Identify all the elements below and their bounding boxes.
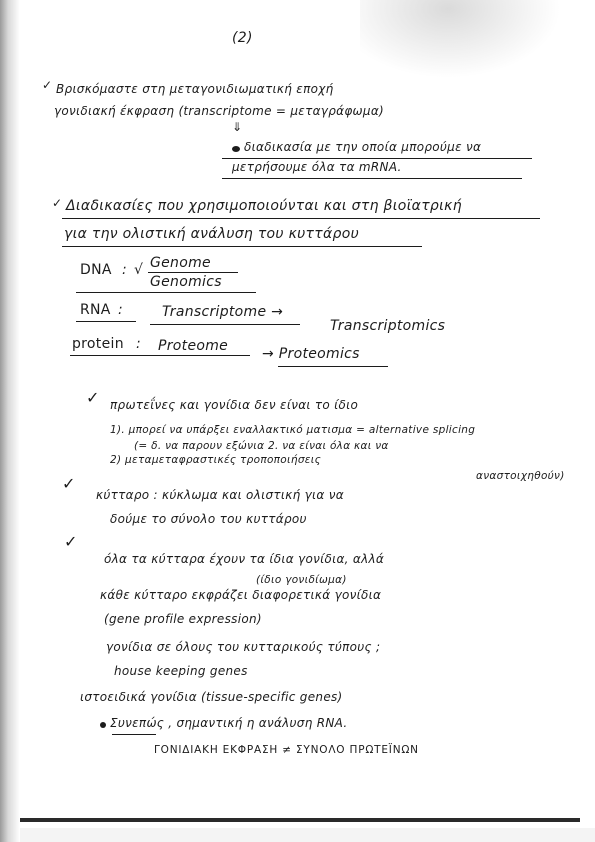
section5-line1: όλα τα κύτταρα έχουν τα ίδια γονίδια, αλλά	[104, 552, 385, 566]
check-mark-icon: ✓	[62, 474, 76, 493]
omics-protein-term: Proteome	[158, 338, 229, 354]
section5-line6: ιστοειδικά γονίδια (tissue-specific genes)	[80, 690, 343, 704]
section3-line1: πρωτεΐνες και γονίδια δεν είναι το ίδιο	[110, 398, 359, 412]
check-mark-icon: ✓	[86, 388, 100, 407]
omics-dna-label: DNA	[80, 262, 112, 278]
underline	[222, 158, 532, 159]
underline	[150, 324, 300, 325]
scan-bottom-edge	[20, 828, 595, 842]
section5-line2: κάθε κύτταρο εκφράζει διαφορετικά γονίδια	[100, 588, 382, 602]
underline	[278, 366, 388, 367]
section2-line1: Διαδικασίες που χρησιμοποιούνται και στη βιοϊατρική	[66, 198, 462, 214]
section2-line2: για την ολιστική ανάλυση του κυττάρου	[64, 226, 359, 242]
section1-line3: διαδικασία με την οποία μπορούμε να	[244, 140, 482, 154]
section5-line3: (gene profile expression)	[104, 612, 262, 626]
section3-item2: 2) μεταμεταφραστικές τροποποιήσεις	[110, 454, 322, 466]
section1-line4: μετρήσουμε όλα τα mRNA.	[232, 160, 402, 174]
check-mark-icon: ✓	[52, 196, 63, 210]
omics-rna-sep: :	[118, 302, 124, 318]
scan-speckle	[360, 0, 580, 90]
section1-line2: γονιδιακή έκφραση (transcriptome = μεταγράφωμα)	[54, 104, 385, 118]
section5-line8: ΓΟΝΙΔΙΑΚΗ ΕΚΦΡΑΣΗ ≠ ΣΥΝΟΛΟ ΠΡΩΤΕΪΝΩΝ	[154, 744, 419, 756]
omics-dna-term: Genome	[150, 255, 211, 271]
section5-line7: Συνεπώς , σημαντική η ανάλυση RNA.	[110, 716, 348, 730]
bullet-icon	[232, 146, 240, 152]
section3-item1c: αναστοιχηθούν)	[476, 470, 565, 482]
section4-line1: κύτταρο : κύκλωμα και ολιστική για να	[96, 488, 344, 502]
underline	[222, 178, 522, 179]
section3-item1b: (= δ. να παρουν εξώνια 2. να είναι όλα και να	[134, 440, 389, 452]
section3-item1: 1). μπορεί να υπάρξει εναλλακτικό ματισμα = alternative splicing	[110, 424, 476, 436]
omics-protein-label: protein	[72, 336, 124, 352]
underline	[148, 272, 238, 273]
underline	[76, 321, 136, 322]
scanned-notes-page: (2) ✓ Βρισκόμαστε στη μεταγονιδιωματική εποχή γονιδιακή έκφραση (transcriptome = μεταγράφωμα) ⇓ διαδικασία με την οποία μπορούμε να μετρήσουμε όλα τα mRNA. ✓ Διαδικασίες που χρησιμοποιούνται και στη βιοϊατρική για την ολιστική ανάλυση του κυττάρου DNA : √ Genome Genomics RNA : Transcriptome → Transcriptomics protein : Proteome → Proteomics ✓ πρωτεΐνες και γονίδια δεν είναι το ίδιο 1). μπορεί να υπάρξει εναλλακτικό ματισμα = alternative splicing (= δ. να παρουν εξώνια 2. να είναι όλα και να 2) μεταμεταφραστικές τροποποιήσεις αναστοιχηθούν) ✓ κύτταρο : κύκλωμα και ολιστική για να δούμε το σύνολο του κυττάρου ✓ όλα τα κύτταρα έχουν τα ίδια γονίδια, αλλά (ίδιο γονιδίωμα) κάθε κύτταρο εκφράζει διαφορετικά γονίδια (gene profile expression) γονίδια σε όλους του κυτταρικούς τύπους ; house keeping genes ιστοειδικά γονίδια (tissue-specific genes) Συνεπώς , σημαντική η ανάλυση RNA. ΓΟΝΙΔΙΑΚΗ ΕΚΦΡΑΣΗ ≠ ΣΥΝΟΛΟ ΠΡΩΤΕΪΝΩΝ	[0, 0, 595, 842]
omics-dna-sep: :	[122, 262, 128, 278]
underline	[62, 246, 422, 247]
section5-line4: γονίδια σε όλους του κυτταρικούς τύπους ;	[106, 640, 381, 654]
scan-left-edge	[0, 0, 20, 842]
check-mark-icon: ✓	[64, 532, 78, 551]
omics-dna-term2: Genomics	[150, 274, 222, 290]
underline	[70, 355, 250, 356]
omics-rna-term2: Transcriptomics	[330, 318, 446, 334]
section1-line1: Βρισκόμαστε στη μεταγονιδιωματική εποχή	[56, 82, 334, 96]
page-number: (2)	[232, 30, 253, 46]
section5-line1b: (ίδιο γονιδίωμα)	[256, 574, 347, 586]
omics-rna-term: Transcriptome →	[162, 304, 284, 320]
omics-protein-sep: :	[136, 336, 142, 352]
section4-line2: δούμε το σύνολο του κυττάρου	[110, 512, 307, 526]
underline	[62, 218, 540, 219]
underline	[112, 734, 156, 735]
scan-bottom-shadow	[20, 818, 580, 822]
section5-line5: house keeping genes	[114, 664, 248, 678]
down-arrow-icon: ⇓	[232, 120, 243, 134]
check-mark-icon: ✓	[42, 78, 53, 92]
bullet-icon	[100, 722, 106, 728]
underline	[76, 292, 256, 293]
omics-protein-term2: → Proteomics	[262, 346, 360, 362]
omics-rna-label: RNA	[80, 302, 111, 318]
